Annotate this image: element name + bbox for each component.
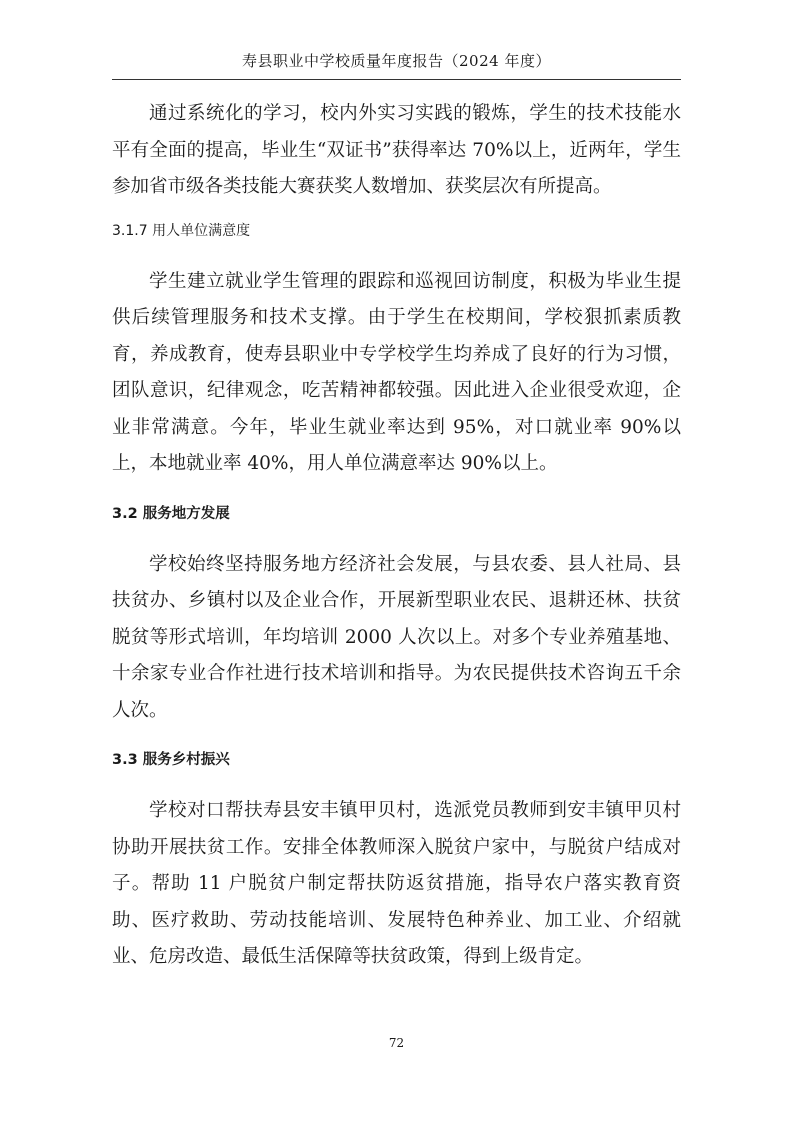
paragraph-local-development: 学校始终坚持服务地方经济社会发展，与县农委、县人社局、县扶贫办、乡镇村以及企业合作，开展新型职业农民、退耕还林、扶贫脱贫等形式培训，年均培训 2000 人次以上。对多个专业养殖基地、十余家专业合作社进行技术培训和指导。为农民提供技术咨询五千余人次。: [112, 553, 681, 721]
running-header: 寿县职业中学校质量年度报告（2024 年度）: [112, 50, 681, 80]
paragraph-skills: 通过系统化的学习，校内外实习实践的锻炼，学生的技术技能水平有全面的提高，毕业生“双证书”获得率达 70%以上，近两年，学生参加省市级各类技能大赛获奖人数增加、获奖层次有所提高。: [112, 103, 681, 197]
paragraph-rural-revitalization: 学校对口帮扶寿县安丰镇甲贝村，选派党员教师到安丰镇甲贝村协助开展扶贫工作。安排全体教师深入脱贫户家中，与脱贫户结成对子。帮助 11 户脱贫户制定帮扶防返贫措施，指导农户落实教育资助、医疗救助、劳动技能培训、发展特色种养业、加工业、介绍就业、危房改造、最低生活保障等扶贫政策，得到上级肯定。: [112, 800, 681, 967]
section-heading-3-2: 3.2 服务地方发展: [112, 505, 230, 522]
subsection-heading-3-1-7: 3.1.7 用人单位满意度: [112, 222, 251, 239]
section-heading-3-3: 3.3 服务乡村振兴: [112, 752, 230, 768]
page-number: 72: [388, 1036, 405, 1050]
paragraph-employer-satisfaction: 学生建立就业学生管理的跟踪和巡视回访制度，积极为毕业生提供后续管理服务和技术支撑。由于学生在校期间，学校狠抓素质教育，养成教育，使寿县职业中专学校学生均养成了良好的行为习惯，团队意识，纪律观念，吃苦精神都较强。因此进入企业很受欢迎，企业非常满意。今年，毕业生就业率达到 95%，对口就业率 90%以上，本地就业率 40%，用人单位满意率达 90%以上。: [112, 270, 681, 474]
page-content: [112, 96, 681, 976]
